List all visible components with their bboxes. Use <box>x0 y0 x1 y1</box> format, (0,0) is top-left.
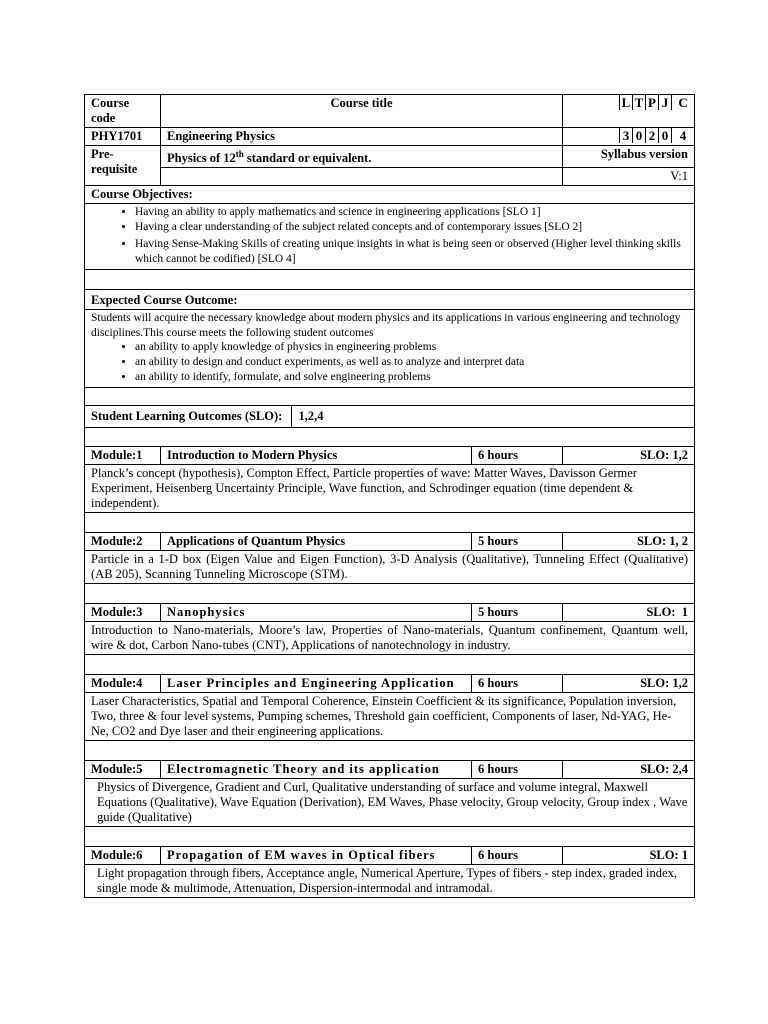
prereq-value: Physics of 12th standard or equivalent. <box>161 146 563 168</box>
course-code: PHY1701 <box>85 128 161 146</box>
module-title: Laser Principles and Engineering Application <box>161 675 472 693</box>
ltpjc-value-t: 0 <box>632 128 645 143</box>
module-content: Physics of Divergence, Gradient and Curl, Qualitative understanding of surface and volume integral, Maxwell Equations (Qualitative), Wave Equation (Derivation), EM Waves, Phase velocity, Group velocity, Group index , Wave guide (Qualitative) <box>85 779 695 827</box>
module-content: Planck’s concept (hypothesis), Compton Effect, Particle properties of wave: Matter Waves, Davisson Germer Experiment, Heisenberg Uncertainty Principle, Wave function, and Schrodinger equation (time dependent & independent). <box>85 465 695 513</box>
module-content: Introduction to Nano-materials, Moore’s law, Properties of Nano-materials, Quantum confinement, Quantum well, wire & dot, Carbon Nano-tubes (CNT), Applications of nanotechnology in industry. <box>85 622 695 655</box>
module-5-body <box>85 779 695 827</box>
module-4-body <box>85 693 695 741</box>
outcome-item: • an ability to design and conduct experiments, as well as to analyze and interpret data <box>135 355 688 370</box>
syllabus-version-label: Syllabus version <box>563 146 695 168</box>
module-slo: SLO: 1, 2 <box>563 533 695 551</box>
ltpjc-labels <box>563 95 695 128</box>
ltpjc-label-j: J <box>658 95 671 110</box>
slo-row <box>85 406 695 428</box>
outcome-title-row <box>85 290 695 310</box>
module-hours: 6 hours <box>472 761 563 779</box>
module-6-head <box>85 847 695 865</box>
module-content: Light propagation through fibers, Acceptance angle, Numerical Aperture, Types of fibers - step index, graded index, single mode & multimode, Attenuation, Dispersion-intermodal and intramodal. <box>85 865 695 898</box>
module-slo: SLO: 2,4 <box>563 761 695 779</box>
slo-cell <box>85 406 695 428</box>
course-code-label: Course code <box>85 95 161 128</box>
module-label: Module:3 <box>85 604 161 622</box>
module-content: Particle in a 1-D box (Eigen Value and Eigen Function), 3-D Analysis (Qualitative), Tunneling Effect (Qualitative) (AB 205), Scanning Tunneling Microscope (STM). <box>85 551 695 584</box>
outcome-intro: Students will acquire the necessary knowledge about modern physics and its applications in various engineering and technology disciplines.This course meets the following student outcomes <box>91 312 681 339</box>
module-title: Applications of Quantum Physics <box>161 533 472 551</box>
course-title: Engineering Physics <box>161 128 563 146</box>
module-3-body <box>85 622 695 655</box>
module-content: Laser Characteristics, Spatial and Temporal Coherence, Einstein Coefficient & its significance, Population inversion, Two, three & four level systems, Pumping schemes, Threshold gain coefficient, Components of laser, Nd-YAG, He-Ne, CO2 and Dye laser and their engineering applications. <box>85 693 695 741</box>
module-4-head <box>85 675 695 693</box>
module-slo: SLO: 1 <box>563 604 695 622</box>
slo-value: 1,2,4 <box>291 406 323 427</box>
objectives-list-row <box>85 204 695 270</box>
module-label: Module:1 <box>85 447 161 465</box>
syllabus-table <box>84 94 695 447</box>
objectives-title-row <box>85 186 695 204</box>
ltpjc-label-l: L <box>619 95 632 110</box>
header-row-1 <box>85 95 695 128</box>
ltpjc-values <box>563 128 695 146</box>
ltpjc-label-t: T <box>632 95 645 110</box>
syllabus-sheet <box>84 94 694 898</box>
objective-item: • Having a clear understanding of the subject related concepts and of contemporary issues [SLO 2] <box>135 220 688 235</box>
module-6-body <box>85 865 695 898</box>
module-hours: 6 hours <box>472 675 563 693</box>
module-2-body <box>85 551 695 584</box>
module-hours: 6 hours <box>472 447 563 465</box>
module-label: Module:5 <box>85 761 161 779</box>
prereq-row <box>85 146 695 168</box>
syllabus-version: V:1 <box>563 168 695 186</box>
ltpjc-value-l: 3 <box>619 128 632 143</box>
module-1-head <box>85 447 695 465</box>
version-row <box>85 168 695 186</box>
ltpjc-value-j: 0 <box>658 128 671 143</box>
course-title-label: Course title <box>161 95 563 128</box>
outcome-body-row <box>85 310 695 388</box>
module-title: Propagation of EM waves in Optical fibers <box>161 847 472 865</box>
header-row-2 <box>85 128 695 146</box>
module-title: Nanophysics <box>161 604 472 622</box>
module-title: Electromagnetic Theory and its application <box>161 761 472 779</box>
module-hours: 5 hours <box>472 533 563 551</box>
objective-item: • Having an ability to apply mathematics and science in engineering applications [SLO 1] <box>135 205 688 220</box>
module-label: Module:4 <box>85 675 161 693</box>
module-label: Module:6 <box>85 847 161 865</box>
module-hours: 5 hours <box>472 604 563 622</box>
objectives-title: Course Objectives: <box>85 186 695 204</box>
module-slo: SLO: 1,2 <box>563 675 695 693</box>
module-3-head <box>85 604 695 622</box>
outcome-item: • an ability to apply knowledge of physics in engineering problems <box>135 340 688 355</box>
ltpjc-value-c: 4 <box>671 128 694 143</box>
ltpjc-label-c: C <box>671 95 694 110</box>
module-slo: SLO: 1,2 <box>563 447 695 465</box>
module-label: Module:2 <box>85 533 161 551</box>
objective-item: • Having Sense-Making Skills of creating unique insights in what is being seen or observed (Higher level thinking skills which cannot be codified) [SLO 4] <box>135 237 688 267</box>
outcome-item: • an ability to identify, formulate, and solve engineering problems <box>135 370 688 385</box>
ltpjc-label-p: P <box>645 95 658 110</box>
module-1-body <box>85 465 695 513</box>
module-5-head <box>85 761 695 779</box>
module-hours: 6 hours <box>472 847 563 865</box>
modules-table <box>84 446 695 898</box>
outcome-title: Expected Course Outcome: <box>85 290 695 310</box>
module-title: Introduction to Modern Physics <box>161 447 472 465</box>
ltpjc-value-p: 2 <box>645 128 658 143</box>
slo-label: Student Learning Outcomes (SLO): <box>91 409 283 424</box>
prereq-label: Pre-requisite <box>85 146 161 186</box>
outcome-list <box>91 340 688 385</box>
module-slo: SLO: 1 <box>563 847 695 865</box>
module-2-head <box>85 533 695 551</box>
objectives-list <box>91 205 688 267</box>
